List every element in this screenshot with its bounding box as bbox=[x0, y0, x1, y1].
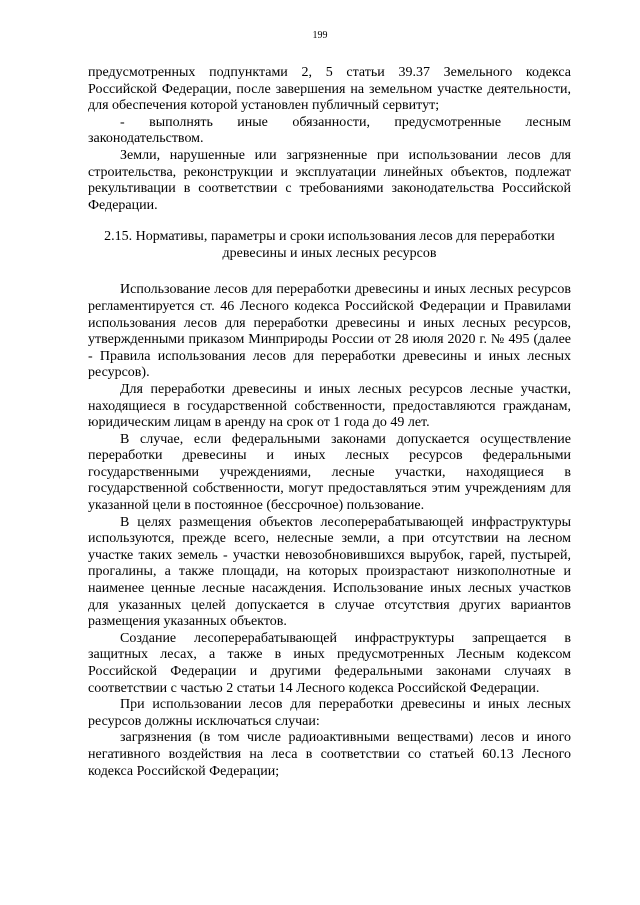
paragraph-exclusions-intro: При использовании лесов для переработки древесины и иных лесных ресурсов должны исключаться случаи: bbox=[88, 697, 571, 729]
paragraph-lease-term: Для переработки древесины и иных лесных ресурсов лесные участки, находящиеся в государственной собственности, предоставляются гражданам, юридическим лицам в аренду на срок от 1 года до 49 лет. bbox=[88, 381, 571, 431]
section-heading-line-2: древесины и иных лесных ресурсов bbox=[222, 246, 437, 262]
page-number: 199 bbox=[312, 30, 328, 41]
paragraph-prohibition: Создание лесоперерабатывающей инфраструктуры запрещается в защитных лесах, а также в иных предусмотренных Лесным кодексом Российской Федерации и другими федеральными законами случаях в соответствии с частью 2 статьи 14 Лесного кодекса Российской Федерации. bbox=[88, 630, 571, 696]
paragraph-continuation: предусмотренных подпунктами 2, 5 статьи 39.37 Земельного кодекса Российской Федерации, после завершения на земельном участке деятельности, для обеспечения которой установлен публичный сервитут; bbox=[88, 65, 571, 114]
paragraph-infrastructure-placement: В целях размещения объектов лесоперерабатывающей инфраструктуры используются, прежде всего, нелесные земли, а при отсутствии на лесном участке таких земель - участки невозобновившихся вырубок, гарей, пустырей, прогалины, а также площади, на которых произрастают низкополнотные и наименее ценные лесные насаждения. Использование иных лесных участков для указанных целей допускается в случае отсутствия других вариантов размещения указанных объектов. bbox=[88, 514, 571, 630]
paragraph-obligation-item: - выполнять иные обязанности, предусмотренные лесным законодательством. bbox=[88, 114, 571, 147]
document-body bbox=[88, 65, 571, 780]
paragraph-pollution-item: загрязнения (в том числе радиоактивными веществами) лесов и иного негативного воздействия на леса в соответствии со статьей 60.13 Лесного кодекса Российской Федерации; bbox=[88, 730, 571, 779]
paragraph-federal-institutions: В случае, если федеральными законами допускается осуществление переработки древесины и иных лесных ресурсов федеральными государственными учреждениями, лесные участки, находящиеся в государственной собственности, могут предоставляться этим учреждениям для указанной цели в постоянное (бессрочное) пользование. bbox=[88, 431, 571, 514]
paragraph-recultivation: Земли, нарушенные или загрязненные при использовании лесов для строительства, реконструкции и эксплуатации линейных объектов, подлежат рекультивации в соответствии с требованиями законодательства Российской Федерации. bbox=[88, 147, 571, 213]
paragraph-regulation: Использование лесов для переработки древесины и иных лесных ресурсов регламентируется ст. 46 Лесного кодекса Российской Федерации и Правилами использования лесов для переработки древесины и иных лесных ресурсов, утвержденными приказом Минприроды России от 28 июля 2020 г. № 495 (далее - Правила использования лесов для переработки древесины и иных лесных ресурсов). bbox=[88, 282, 571, 381]
section-heading bbox=[88, 228, 571, 262]
section-heading-line-1: 2.15. Нормативы, параметры и сроки использования лесов для переработки bbox=[104, 229, 555, 245]
